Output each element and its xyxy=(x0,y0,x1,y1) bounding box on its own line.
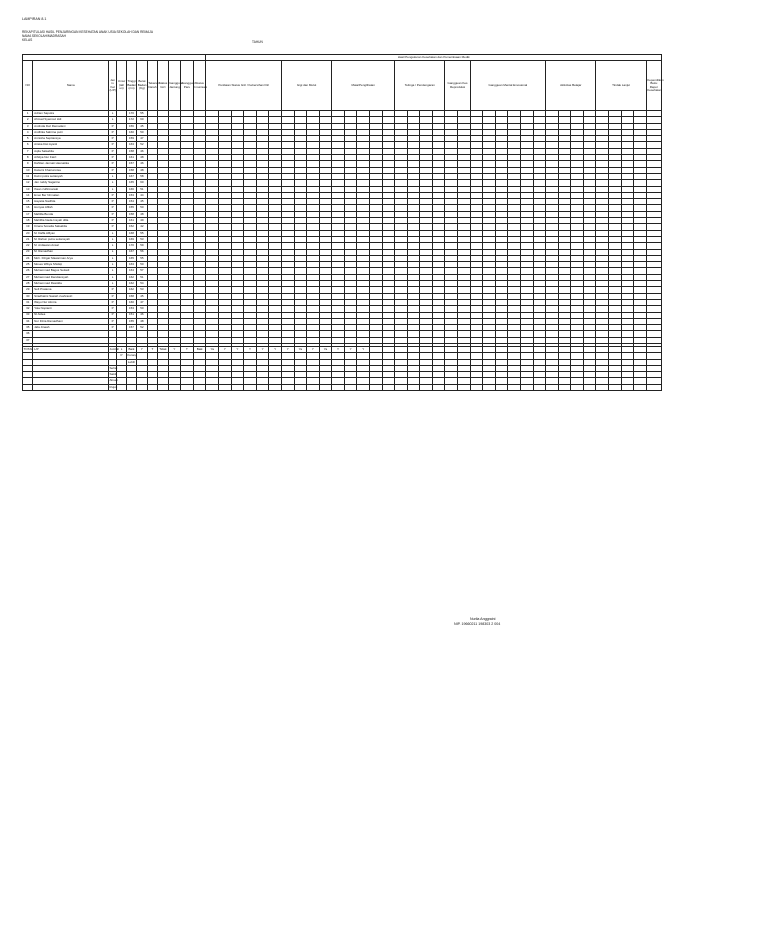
summary-cell: Kurang xyxy=(127,353,138,358)
cell-tb: 167 xyxy=(126,173,136,179)
col-mata: Mata/Penglihatan xyxy=(332,61,395,111)
summary-cell: Y xyxy=(231,346,244,352)
cell-nama: Maftilla Bunda xyxy=(33,211,108,217)
summary-cell: Y xyxy=(357,346,370,352)
summary-cell xyxy=(332,384,345,390)
cell-bb: 60 xyxy=(137,180,147,186)
cell-nama: Ariska Dwi Ayanti xyxy=(33,142,108,148)
cell-jk: P xyxy=(108,167,116,173)
cell-no: 28 xyxy=(23,281,33,287)
cell-jk: P xyxy=(108,318,116,324)
col-kepemilikan: Kepemilikan Buku Rapor Kesehatan xyxy=(646,61,661,111)
screening-table xyxy=(22,54,662,391)
cell-jk: L xyxy=(108,236,116,242)
cell-jk: P xyxy=(108,123,116,129)
cell-no: 7 xyxy=(23,148,33,154)
summary-cell: Y xyxy=(137,346,147,352)
summary-cell xyxy=(244,384,257,390)
cell-jk: P xyxy=(108,325,116,331)
cell-nama: Emei Ber Nirmalan xyxy=(33,192,108,198)
cell-no: 34 xyxy=(23,318,33,324)
cell-jk: L xyxy=(108,281,116,287)
cell-empty xyxy=(596,384,609,390)
cell-bb: 45 xyxy=(137,199,147,205)
cell-tb: 153 xyxy=(126,306,136,312)
cell-no: 13 xyxy=(23,186,33,192)
cell-no: 14 xyxy=(23,192,33,198)
cell-nama: Jan ruddy Sagarino xyxy=(33,180,108,186)
cell-tb: 169 xyxy=(126,236,136,242)
cell-empty xyxy=(382,384,395,390)
cell-tb: 166 xyxy=(126,186,136,192)
cell-empty xyxy=(621,384,634,390)
cell-no: 26 xyxy=(23,268,33,274)
col-tinggi: Tinggi Badan (cm) xyxy=(126,61,136,111)
cell-jk: P xyxy=(108,299,116,305)
summary-cell: Y xyxy=(281,346,294,352)
cell-empty xyxy=(369,384,382,390)
cell-tb: 158 xyxy=(126,293,136,299)
summary-cell xyxy=(344,384,357,390)
cell-tb: 165 xyxy=(126,180,136,186)
col-paru: Gangguan Paru xyxy=(181,61,194,111)
cell-jk: L xyxy=(108,243,116,249)
summary-cell: Y xyxy=(219,346,232,352)
cell-tb: 170 xyxy=(126,111,136,117)
summary-cell: Y xyxy=(168,346,181,352)
lampiran-label: LAMPIRAN 8.1 xyxy=(22,17,47,21)
cell-tb: 160 xyxy=(126,129,136,135)
total-label: TOTAL xyxy=(23,346,33,351)
cell-nama: Nl Aidea xyxy=(33,312,108,318)
summary-cell: Y xyxy=(269,346,282,352)
cell-tb: 163 xyxy=(126,262,136,268)
cell-nama: Dahlian Jannati Hasnatika xyxy=(33,161,108,167)
cell-nama: Mahlifia Nada Insyah dilla xyxy=(33,218,108,224)
col-jantung: Gangguan Jantung xyxy=(168,61,181,111)
cell-empty xyxy=(583,384,596,390)
cell-bb: 60 xyxy=(137,117,147,123)
cell-jk: L xyxy=(108,111,116,117)
cell-nama: Wayu Nur Almira xyxy=(33,299,108,305)
col-aktivitas: Aktivitas Belajar xyxy=(546,61,596,111)
cell-tb: 160 xyxy=(126,299,136,305)
cell-jk: L xyxy=(108,249,116,255)
col-nama: Nama xyxy=(33,61,108,111)
cell-no: 19 xyxy=(23,224,33,230)
cell-nama: M. Ramadhan xyxy=(33,249,108,255)
cell-no: 11 xyxy=(23,173,33,179)
cell-empty xyxy=(445,384,458,390)
cell-no: 18 xyxy=(23,218,33,224)
summary-cell: L xyxy=(117,346,126,352)
summary-rows xyxy=(23,343,662,390)
cell-empty xyxy=(395,384,408,390)
cell-no: 31 xyxy=(23,299,33,305)
cell-tb: 167 xyxy=(126,249,136,255)
cell-tb: 158 xyxy=(126,167,136,173)
summary-cell: Tidak xyxy=(159,346,167,351)
cell-jk: P xyxy=(108,136,116,142)
group-title: Hasil Pengukuran Kesehatan dan Pemeriksaan Medik xyxy=(206,55,662,61)
cell-no: 5 xyxy=(23,136,33,142)
cell-jk: P xyxy=(108,205,116,211)
cell-tb: 162 xyxy=(126,281,136,287)
cell-jk: P xyxy=(108,192,116,198)
cell-empty xyxy=(571,384,584,390)
cell-bb: 50 xyxy=(137,129,147,135)
cell-bb: 57 xyxy=(137,268,147,274)
summary-cell xyxy=(231,384,244,390)
cell-bb: 48 xyxy=(137,155,147,161)
cell-jk: P xyxy=(108,306,116,312)
cell-jk: P xyxy=(108,312,116,318)
col-tekanan: Tekanan Darah xyxy=(147,61,157,111)
cell-tb: 172 xyxy=(126,117,136,123)
summary-cell: T xyxy=(147,346,157,352)
cell-bb: 54 xyxy=(137,281,147,287)
cell-tb: 164 xyxy=(126,268,136,274)
cell-empty xyxy=(546,384,559,390)
summary-cell: Y xyxy=(256,346,269,352)
summary-cell xyxy=(181,384,194,390)
cell-no: 24 xyxy=(23,255,33,261)
cell-nama: Andhika Sabrina putri xyxy=(33,129,108,135)
cell-jk: L xyxy=(108,117,116,123)
summary-cell: T xyxy=(181,346,194,352)
cell-no: 3 xyxy=(23,123,33,129)
cell-no: 27 xyxy=(23,274,33,280)
cell-empty xyxy=(533,384,546,390)
col-gigi: Gigi dan Mulut xyxy=(281,61,331,111)
cell-no: 20 xyxy=(23,230,33,236)
cell-nama: Moh. Dzigar Mawarman Arya xyxy=(33,255,108,261)
cell-no: 37 xyxy=(23,337,33,343)
summary-cell xyxy=(281,384,294,390)
col-telinga: Telinga / Pendengaran xyxy=(395,61,445,111)
cell-jk: L xyxy=(108,274,116,280)
cell-bb: 49 xyxy=(137,218,147,224)
cell-nama: Hayatia Nadhila xyxy=(33,199,108,205)
cell-jk: L xyxy=(108,262,116,268)
summary-cell: Y xyxy=(332,346,345,352)
cell-nama: Muhammad Rasidda xyxy=(33,281,108,287)
cell-tb: 165 xyxy=(126,255,136,261)
cell-nama: Nur Fitria Ramadhani xyxy=(33,318,108,324)
cell-tb: 168 xyxy=(126,230,136,236)
cell-no: 17 xyxy=(23,211,33,217)
student-rows xyxy=(23,111,662,344)
cell-no: 29 xyxy=(23,287,33,293)
summary-cell: Absen xyxy=(109,378,119,383)
col-jk: Jen is Kel (L/P) xyxy=(108,61,116,111)
cell-tb: 158 xyxy=(126,211,136,217)
cell-bb: 46 xyxy=(137,148,147,154)
cell-nama: Dwiarni Khairunnisa xyxy=(33,167,108,173)
cell-nama: M. Ardiawan Ansal xyxy=(33,243,108,249)
cell-tb: 157 xyxy=(126,161,136,167)
summary-cell: Lebih xyxy=(127,359,136,364)
cell-nama: Yola Nopianti xyxy=(33,306,108,312)
cell-no: 33 xyxy=(23,312,33,318)
cell-bb: 55 xyxy=(137,111,147,117)
cell-empty xyxy=(508,384,521,390)
cell-bb: 48 xyxy=(137,211,147,217)
cell-nama: Andinda Dwi Ramadani xyxy=(33,123,108,129)
summary-cell xyxy=(256,384,269,390)
col-gizi: Status Gizi xyxy=(158,61,168,111)
col-berat: Berat Badan (Kg) xyxy=(137,61,147,111)
summary-cell xyxy=(117,384,126,390)
cell-jk: P xyxy=(108,142,116,148)
summary-cell: Ya xyxy=(319,346,332,352)
cell-bb: 48 xyxy=(137,318,147,324)
cell-jk: L xyxy=(108,268,116,274)
col-mental: Gangguan Mental Emosional xyxy=(470,61,545,111)
cell-bb: 50 xyxy=(137,205,147,211)
cell-bb: 44 xyxy=(137,192,147,198)
cell-jk: P xyxy=(108,211,116,217)
col-imunisasi: Status Imunisasi xyxy=(193,61,206,111)
cell-nama: Kinara Soradia Salsabila xyxy=(33,224,108,230)
cell-empty xyxy=(634,384,647,390)
cell-bb: 47 xyxy=(137,136,147,142)
cell-nama: Dwini putra setiasyah xyxy=(33,173,108,179)
cell-bb: 50 xyxy=(137,306,147,312)
summary-cell: P xyxy=(117,353,126,359)
cell-empty xyxy=(495,384,508,390)
cell-no: 8 xyxy=(23,155,33,161)
cell-bb: 50 xyxy=(137,262,147,268)
cell-tb: 158 xyxy=(126,148,136,154)
cell-bb: 47 xyxy=(137,299,147,305)
col-tindak-lanjut: Tindak Lanjut xyxy=(596,61,646,111)
summary-cell: Y xyxy=(307,346,320,352)
cell-empty xyxy=(646,384,661,390)
summary-cell: Rujuk xyxy=(109,384,118,389)
cell-bb: 42 xyxy=(137,224,147,230)
cell-no: 35 xyxy=(23,325,33,331)
cell-bb: 46 xyxy=(137,161,147,167)
col-kes-reproduksi: Gangguan Kes Reproduksi xyxy=(445,61,470,111)
cell-tb: 156 xyxy=(126,123,136,129)
col-umur: Umur (tah un) xyxy=(117,61,126,111)
cell-empty xyxy=(33,384,108,390)
cell-jk: P xyxy=(108,218,116,224)
cell-empty xyxy=(458,384,471,390)
signature-name: Nurlia Anggraini xyxy=(470,617,496,621)
cell-no: 12 xyxy=(23,180,33,186)
cell-bb: 53 xyxy=(137,236,147,242)
cell-tb: 152 xyxy=(126,224,136,230)
cell-bb: 48 xyxy=(137,167,147,173)
cell-bb: 53 xyxy=(137,287,147,293)
cell-bb: 52 xyxy=(137,325,147,331)
cell-bb: 59 xyxy=(137,243,147,249)
year-label: TAHUN xyxy=(252,40,263,44)
summary-cell: Y xyxy=(344,346,357,352)
cell-tb: 161 xyxy=(126,155,136,161)
cell-empty xyxy=(483,384,496,390)
summary-row xyxy=(23,384,662,390)
cell-jk: P xyxy=(108,129,116,135)
report-title: REKAPITULASI HASIL PENJARINGAN KESEHATAN ANAK USIA SEKOLAH DAN REMAJA xyxy=(22,30,154,34)
cell-jk: L xyxy=(108,186,116,192)
cell-empty xyxy=(608,384,621,390)
cell-empty xyxy=(558,384,571,390)
cell-no: 4 xyxy=(23,129,33,135)
summary-cell xyxy=(147,384,157,390)
cell-tb: 155 xyxy=(126,318,136,324)
cell-tb: 162 xyxy=(126,287,136,293)
cell-jk: L xyxy=(108,180,116,186)
summary-cell: Baik xyxy=(126,346,136,352)
cell-no: 25 xyxy=(23,262,33,268)
summary-cell xyxy=(219,384,232,390)
cell-nama: Muhammad Bagus Setiadi xyxy=(33,268,108,274)
cell-tb: 151 xyxy=(126,312,136,318)
summary-cell xyxy=(158,384,168,390)
col-no: NO xyxy=(23,61,33,111)
summary-cell: Sakit xyxy=(109,372,117,377)
cell-no: 16 xyxy=(23,205,33,211)
cell-tb: 153 xyxy=(126,192,136,198)
cell-bb: 52 xyxy=(137,142,147,148)
class-label: KELAS xyxy=(22,38,33,42)
cell-no: 10 xyxy=(23,167,33,173)
cell-nama: M. Rahun putra setiansyah xyxy=(33,236,108,242)
cell-jk: P xyxy=(108,287,116,293)
cell-bb: 51 xyxy=(137,186,147,192)
cell-no: 22 xyxy=(23,243,33,249)
cell-jk: P xyxy=(108,155,116,161)
cell-tb: 162 xyxy=(126,274,136,280)
cell-no: 30 xyxy=(23,293,33,299)
summary-cell xyxy=(294,384,307,390)
cell-empty xyxy=(432,384,445,390)
cell-jk: P xyxy=(108,224,116,230)
summary-cell: Jumlah xyxy=(109,346,120,351)
cell-nama: Siradhatini Sasiah zuahrastri xyxy=(33,293,108,299)
cell-nama: Sefi Pratama xyxy=(33,287,108,293)
cell-jk: L xyxy=(108,255,116,261)
summary-cell: Y xyxy=(244,346,257,352)
cell-no: 2 xyxy=(23,117,33,123)
cell-tb: 157 xyxy=(126,325,136,331)
summary-cell xyxy=(357,384,370,390)
cell-empty xyxy=(23,384,33,390)
summary-cell xyxy=(193,384,206,390)
cell-jk: P xyxy=(108,161,116,167)
summary-cell: Ya xyxy=(294,346,307,352)
cell-empty xyxy=(520,384,533,390)
cell-nama: Hunyas Afifah xyxy=(33,205,108,211)
cell-nama: Moses Wibya Shidiqi xyxy=(33,262,108,268)
cell-nama: Ahmad Syamsul Hdi xyxy=(33,117,108,123)
cell-no: 32 xyxy=(23,306,33,312)
cell-no: 9 xyxy=(23,161,33,167)
summary-cell: Ya xyxy=(206,346,219,352)
cell-nama: Muhammad Dandiansyah xyxy=(33,274,108,280)
school-name-label: NAMA SEKOLAH/MADRASAH xyxy=(22,34,66,38)
cell-jk: P xyxy=(108,293,116,299)
cell-nama: Ihsan zulfirmanski xyxy=(33,186,108,192)
cell-empty xyxy=(470,384,483,390)
summary-cell: Sehat xyxy=(109,365,118,370)
cell-bb: 56 xyxy=(137,249,147,255)
cell-nama: M. Daffa Alfiyan xyxy=(33,230,108,236)
cell-tb: 163 xyxy=(126,142,136,148)
cell-tb: 161 xyxy=(126,218,136,224)
summary-cell: Baik xyxy=(193,346,206,352)
summary-cell xyxy=(137,384,147,390)
cell-nama: Adrian Saputra xyxy=(33,111,108,117)
col-kebersihan: Penilaian Status Gizi / Kebersihan Diri xyxy=(206,61,281,111)
cell-nama: Jafa Jinaah xyxy=(33,325,108,331)
cell-jk: P xyxy=(108,199,116,205)
cell-bb: 45 xyxy=(137,293,147,299)
cell-tb: 155 xyxy=(126,205,136,211)
cell-nama: Annisha Septiansya xyxy=(33,136,108,142)
cell-nama: Aqila Salsabila xyxy=(33,148,108,154)
cell-tb: 154 xyxy=(126,199,136,205)
cell-no: 23 xyxy=(23,249,33,255)
cell-empty xyxy=(407,384,420,390)
cell-tb: 170 xyxy=(126,243,136,249)
cell-no: 15 xyxy=(23,199,33,205)
cell-bb: 45 xyxy=(137,123,147,129)
cell-bb: 58 xyxy=(137,173,147,179)
cell-jk: P xyxy=(108,148,116,154)
cell-bb: 55 xyxy=(137,230,147,236)
cell-bb: 55 xyxy=(137,255,147,261)
cell-no: 6 xyxy=(23,142,33,148)
cell-no: 1 xyxy=(23,111,33,117)
cell-bb: 46 xyxy=(137,312,147,318)
summary-cell xyxy=(126,384,136,390)
cell-jk: L xyxy=(108,173,116,179)
summary-cell xyxy=(206,384,219,390)
summary-cell xyxy=(269,384,282,390)
signature-nip: NIP. 19660211 198303 2 004 xyxy=(454,622,501,626)
cell-jk: L xyxy=(108,230,116,236)
cell-no: 21 xyxy=(23,236,33,242)
cell-no: 36 xyxy=(23,331,33,337)
summary-cell xyxy=(319,384,332,390)
cell-bb: 51 xyxy=(137,274,147,280)
cell-nama: Arfidya Nur Faizi xyxy=(33,155,108,161)
cell-empty xyxy=(420,384,433,390)
total-jk-label: L/P xyxy=(33,346,108,352)
summary-cell xyxy=(307,384,320,390)
summary-cell xyxy=(168,384,181,390)
cell-tb: 159 xyxy=(126,136,136,142)
